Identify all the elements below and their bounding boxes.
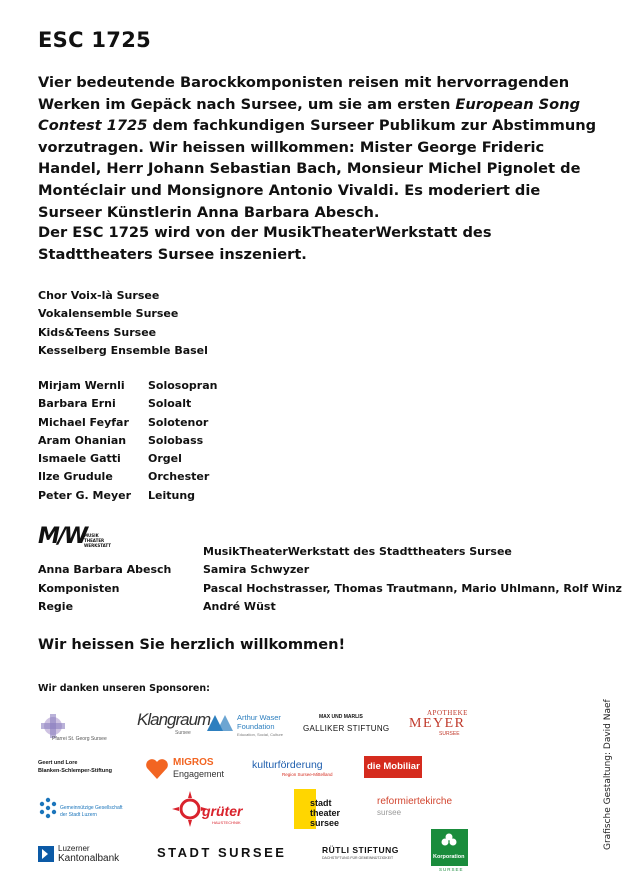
blanken-label-1: Geert und Lore (38, 760, 78, 766)
credit-value: André Wüst (203, 599, 276, 613)
cast-name: Barbara Erni (38, 397, 116, 411)
mtw-logo-line2: THEATER (84, 538, 105, 543)
waser-sub: Education, Social, Culture (237, 732, 284, 737)
mtw-logo-line1: MUSIK (84, 533, 99, 538)
sponsor-migros-logo (145, 756, 230, 782)
sponsors-heading: Wir danken unseren Sponsoren: (38, 683, 210, 694)
stadttheater-label-2: theater (310, 808, 341, 818)
intro-paragraph (38, 72, 598, 223)
cast-role: Orgel (148, 452, 182, 466)
sponsor-klangraum-logo (137, 710, 211, 740)
reformierte-sub: sursee (377, 808, 402, 817)
cast-name: Mirjam Wernli (38, 379, 125, 392)
sponsor-stadt-sursee-logo (157, 845, 297, 865)
ruetli-label: RÜTLI STIFTUNG (322, 845, 399, 855)
apotheke-label: APOTHEKE (427, 709, 468, 717)
mtw-logo (38, 524, 111, 558)
sponsor-waser-logo (207, 713, 302, 739)
cast-role: Solosopran (148, 379, 218, 392)
pfarrei-label: Pfarrei St. Georg Sursee (52, 736, 107, 742)
ensemble-item: Vokalensemble Sursee (38, 307, 179, 321)
kultur-sub: Region Sursee-Mittelland (282, 772, 333, 777)
intro-text-b: dem fachkundigen Surseer Publikum zur Abstimmung vorzutragen. Wir heissen willkommen: Mister George Frideric Handel, Herr Johann Sebastian Bach, Monsieur Michel Pignolet de Montéclair und Monsignore Antonio Vivaldi. Es moderiert die Surseer Künstlerin Anna Barbara Abesch. (38, 117, 597, 221)
clover-icon (441, 833, 457, 849)
sponsor-ruetli-logo (322, 845, 412, 865)
cast-role: Leitung (148, 488, 196, 502)
ensemble-list (38, 287, 208, 360)
klangraum-sub: Sursee (175, 730, 191, 736)
cast-name: Ilze Grudule (38, 470, 113, 484)
gem-label-1: Gemeinnützige Gesellschaft (60, 805, 123, 811)
waser-label-1: Arthur Waser (237, 713, 281, 722)
cast-name: Michael Feyfar (38, 415, 129, 429)
reformierte-label: reformiertekirche (377, 796, 453, 807)
galliker-label: GALLIKER STIFTUNG (303, 724, 390, 733)
intro-paragraph-2: Der ESC 1725 wird von der MusikTheaterWerkstatt des Stadttheaters Sursee inszeniert. (38, 224, 492, 263)
sponsor-pfarrei-logo (38, 712, 133, 742)
kultur-label: kulturförderung (252, 759, 323, 771)
ensemble-item: Kesselberg Ensemble Basel (38, 343, 208, 357)
intro-italic-title: European Song Contest 1725 (38, 95, 581, 135)
mobiliar-label: die Mobiliar (367, 761, 420, 772)
sponsor-stadttheater-logo (294, 789, 354, 829)
gem-label-2: der Stadt Luzern (60, 812, 97, 818)
lukb-mark-icon (38, 846, 54, 862)
mtw-logo-line3: WERKSTATT (84, 543, 111, 548)
ruetli-sub: DACHSTIFTUNG FÜR GEMEINNÜTZIGKEIT (322, 856, 394, 860)
grueter-label: grüter (202, 803, 243, 819)
korporation-sub: SURSEE (439, 867, 464, 872)
cast-name: Peter G. Meyer (38, 488, 131, 502)
sponsor-blanken-logo (38, 760, 138, 780)
meyer-sub: SURSEE (439, 731, 460, 737)
ensemble-item: Chor Voix-là Sursee (38, 289, 160, 302)
gem-dots-icon (38, 797, 58, 819)
page-title: ESC 1725 (38, 28, 152, 52)
cast-name: Ismaele Gatti (38, 452, 121, 466)
sponsor-lukb-logo (38, 843, 138, 869)
grueter-sub: HAUSTECHNIK (212, 820, 241, 825)
migros-heart-icon (145, 758, 169, 780)
intro-text-a: Vier bedeutende Barockkomponisten reisen mit hervorragenden Werken im Gepäck nach Sursee, um sie am ersten (38, 74, 570, 113)
sponsor-mobiliar-logo (364, 756, 422, 778)
sponsor-kultur-logo (252, 759, 342, 781)
cast-role: Soloalt (148, 397, 192, 411)
credit-label: Anna Barbara Abesch (38, 563, 172, 577)
galliker-top: MAX UND MARLIS (319, 714, 363, 720)
waser-label-2: Foundation (237, 722, 275, 731)
blanken-label-2: Blanken-Schlemper-Stiftung (38, 768, 112, 774)
cast-role: Solobass (148, 433, 204, 447)
sponsor-grueter-logo (170, 789, 260, 829)
sponsor-galliker-logo (303, 714, 393, 736)
sponsor-reformierte-logo (377, 796, 467, 820)
meyer-label: MEYER (409, 716, 466, 731)
klangraum-label: Klangraum (137, 710, 211, 729)
credit-label: Regie (38, 599, 74, 613)
waser-mark-icon (207, 715, 233, 731)
stadttheater-label-1: stadt (310, 798, 332, 808)
sponsor-meyer-logo (405, 709, 470, 739)
korporation-label: Korporation (433, 854, 465, 860)
migros-label-2: Engagement (173, 769, 225, 779)
migros-label-1: MIGROS (173, 757, 214, 768)
credit-value: MusikTheaterWerkstatt des Stadttheaters Sursee (203, 545, 512, 558)
design-credit: Grafische Gestaltung: David Naef (603, 699, 613, 850)
ensemble-item: Kids&Teens Sursee (38, 325, 157, 339)
stadt-sursee-label: STADT SURSEE (157, 845, 287, 860)
cast-role: Orchester (148, 470, 210, 484)
lukb-label-1: Luzerner (58, 844, 90, 853)
cast-role: Solotenor (148, 415, 209, 429)
credit-value: Samira Schwyzer (203, 563, 310, 577)
welcome-text: Wir heissen Sie herzlich willkommen! (38, 636, 346, 653)
sponsor-korporation-logo (431, 829, 468, 873)
mtw-logo-mark: M/W (38, 524, 87, 549)
stadttheater-label-3: sursee (310, 818, 340, 828)
lukb-label-2: Kantonalbank (58, 853, 120, 864)
credit-label: Komponisten (38, 581, 120, 595)
credit-value: Pascal Hochstrasser, Thomas Trautmann, Mario Uhlmann, Rolf Winz (203, 581, 622, 595)
sponsor-gem-logo (38, 797, 138, 825)
cast-name: Aram Ohanian (38, 433, 127, 447)
